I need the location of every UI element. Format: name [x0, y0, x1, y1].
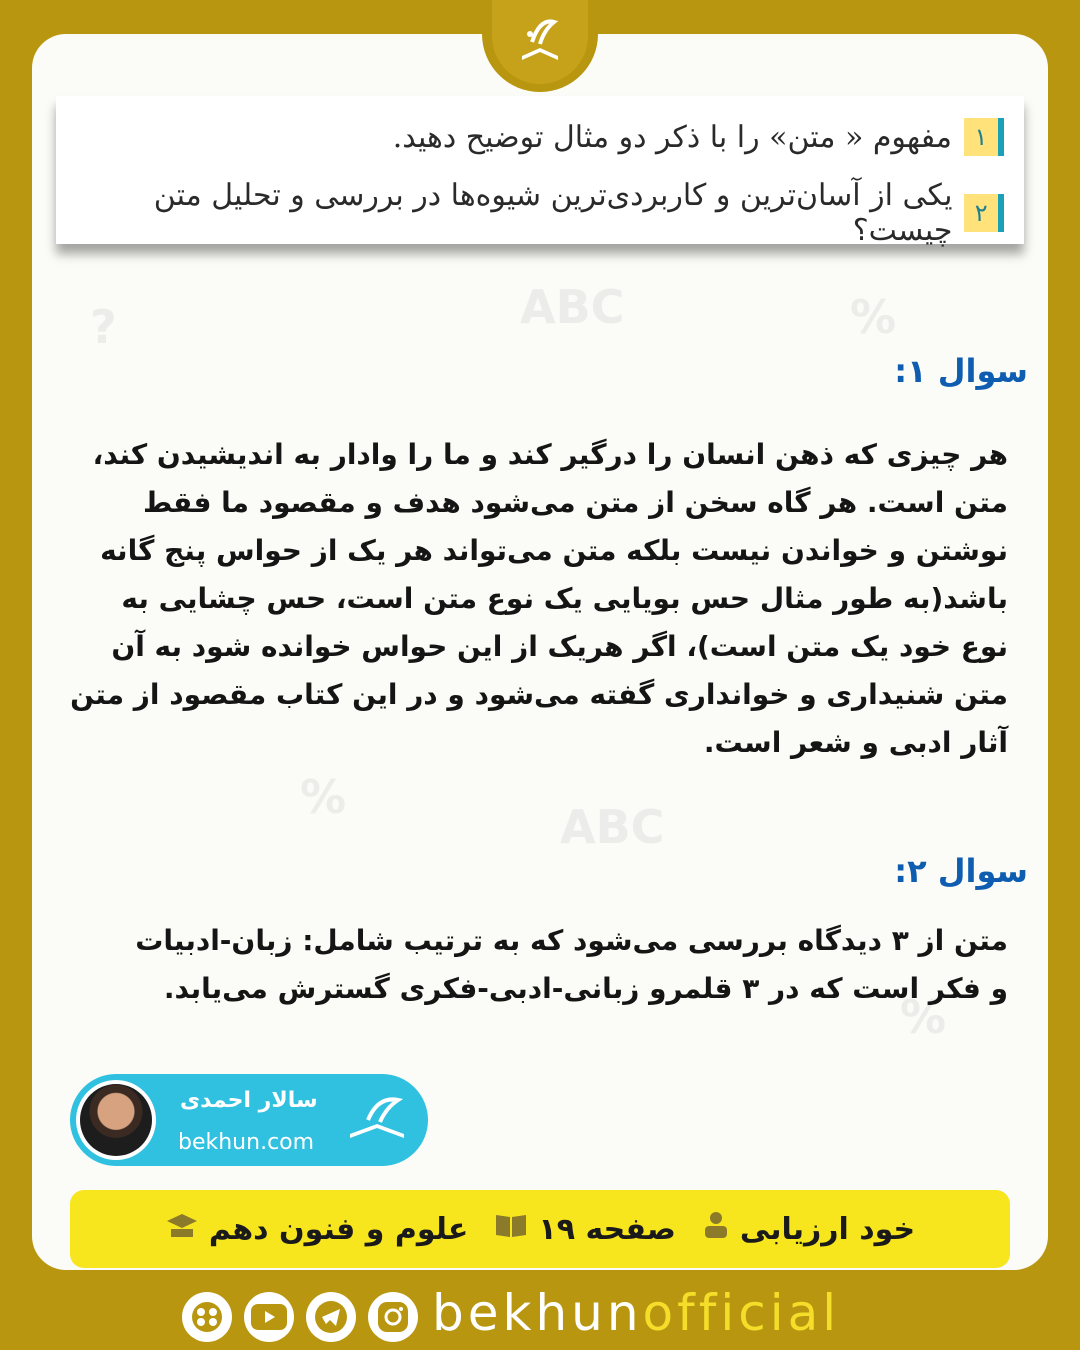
- answer-line: و فکر است که در ۳ قلمرو زبانی-ادبی-فکری گسترش می‌یابد.: [163, 972, 1008, 1005]
- answer-line: متن از ۳ دیدگاه بررسی می‌شود که به ترتیب شامل: زبان-ادبیات: [135, 924, 1008, 957]
- answer-line: باشد(به طور مثال حس بویایی یک نوع متن است، حس چشایی به: [121, 582, 1008, 615]
- questions-box: [56, 96, 1024, 248]
- answer-line: آثار ادبی و شعر است.: [703, 726, 1008, 759]
- footer-bar: [70, 1190, 1010, 1268]
- youtube-icon[interactable]: [244, 1292, 294, 1342]
- answer-line: نوشتن و خواندن نیست بلکه متن می‌تواند هر یک از حواس پنج گانه: [100, 534, 1008, 567]
- brand-handle[interactable]: bekhunofficial: [432, 1284, 841, 1342]
- book-icon: [494, 1211, 528, 1247]
- answer-line: هر چیزی که ذهن انسان را درگیر کند و ما را وادار به اندیشیدن کند،: [92, 438, 1008, 471]
- answer-line: متن شنیداری و خوانداری گفته می‌شود و در این کتاب مقصود از متن: [70, 678, 1008, 711]
- social-links: [182, 1292, 418, 1342]
- watermark-icon: ABC: [560, 800, 665, 854]
- watermark-icon: ?: [90, 300, 117, 354]
- question-number: ۲: [964, 194, 1004, 232]
- bekhun-logo-icon: [342, 1092, 412, 1152]
- instagram-icon[interactable]: [368, 1292, 418, 1342]
- question-2: [56, 178, 1004, 248]
- answer-line: نوع خود یک متن است)، اگر هریک از این حواس خوانده شود به آن: [111, 630, 1008, 663]
- answer-2-heading: سوال ۲:: [894, 852, 1028, 890]
- avatar: [76, 1080, 156, 1160]
- question-text: مفهوم « متن» را با ذکر دو مثال توضیح دهید.: [392, 119, 952, 155]
- telegram-icon[interactable]: [306, 1292, 356, 1342]
- answer-line: متن است. هر گاه سخن از متن می‌شود هدف و مقصود ما فقط: [142, 486, 1008, 519]
- question-number: ۱: [964, 118, 1004, 156]
- watermark-icon: %: [300, 770, 347, 824]
- footer-page: صفحه ۱۹: [494, 1211, 675, 1247]
- author-badge: [70, 1074, 428, 1166]
- watermark-icon: %: [850, 290, 897, 344]
- question-1: [393, 118, 1004, 156]
- footer-self-assessment: خود ارزیابی: [702, 1210, 915, 1248]
- author-site[interactable]: bekhun.com: [178, 1130, 315, 1155]
- watermark-icon: %: [900, 990, 947, 1044]
- person-icon: [702, 1210, 730, 1248]
- aparat-icon[interactable]: [182, 1292, 232, 1342]
- graduation-cap-icon: [165, 1211, 199, 1247]
- watermark-icon: ABC: [520, 280, 625, 334]
- question-text: یکی از آسان‌ترین و کاربردی‌ترین شیوه‌ها در بررسی و تحلیل متن چیست؟: [153, 178, 953, 248]
- author-name: سالار احمدی: [180, 1088, 318, 1113]
- answer-1-heading: سوال ۱:: [894, 352, 1028, 390]
- footer-subject: علوم و فنون دهم: [165, 1211, 469, 1247]
